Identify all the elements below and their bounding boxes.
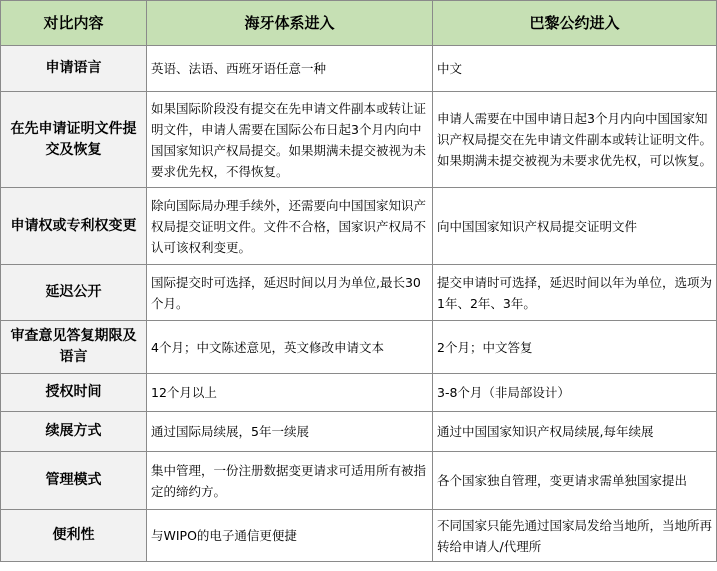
hague-cell: 与WIPO的电子通信更便捷 [147, 510, 433, 562]
table-row [1, 46, 717, 92]
row-label: 授权时间 [1, 374, 147, 412]
hague-cell: 4个月；中文陈述意见，英文修改申请文本 [147, 321, 433, 374]
paris-cell: 通过中国国家知识产权局续展,每年续展 [433, 412, 717, 452]
paris-cell: 不同国家只能先通过国家局发给当地所，当地所再转给申请人/代理所 [433, 510, 717, 562]
row-label: 续展方式 [1, 412, 147, 452]
table-row [1, 510, 717, 562]
table-row [1, 265, 717, 321]
paris-cell: 中文 [433, 46, 717, 92]
paris-cell: 申请人需要在中国申请日起3个月内向中国国家知识产权局提交在先申请文件副本或转让证明文件。如果期满未提交被视为未要求优先权，可以恢复。 [433, 92, 717, 188]
paris-cell: 3-8个月（非局部设计） [433, 374, 717, 412]
table-row [1, 188, 717, 265]
table-row [1, 412, 717, 452]
header-row [1, 1, 717, 46]
hague-cell: 集中管理，一份注册数据变更请求可适用所有被指定的缔约方。 [147, 452, 433, 510]
hague-cell: 12个月以上 [147, 374, 433, 412]
paris-cell: 提交申请时可选择，延迟时间以年为单位，选项为1年、2年、3年。 [433, 265, 717, 321]
header-hague: 海牙体系进入 [147, 1, 433, 46]
row-label: 管理模式 [1, 452, 147, 510]
table-row [1, 452, 717, 510]
header-compare-item: 对比内容 [1, 1, 147, 46]
paris-cell: 向中国国家知识产权局提交证明文件 [433, 188, 717, 265]
hague-cell: 除向国际局办理手续外，还需要向中国国家知识产权局提交证明文件。文件不合格，国家识产权局不认可该权利变更。 [147, 188, 433, 265]
table-row [1, 321, 717, 374]
row-label: 在先申请证明文件提交及恢复 [1, 92, 147, 188]
row-label: 申请权或专利权变更 [1, 188, 147, 265]
header-paris: 巴黎公约进入 [433, 1, 717, 46]
paris-cell: 2个月；中文答复 [433, 321, 717, 374]
row-label: 审查意见答复期限及语言 [1, 321, 147, 374]
table-row [1, 92, 717, 188]
table-row [1, 374, 717, 412]
paris-cell: 各个国家独自管理，变更请求需单独国家提出 [433, 452, 717, 510]
hague-cell: 通过国际局续展，5年一续展 [147, 412, 433, 452]
hague-cell: 国际提交时可选择，延迟时间以月为单位,最长30个月。 [147, 265, 433, 321]
row-label: 延迟公开 [1, 265, 147, 321]
row-label: 便利性 [1, 510, 147, 562]
hague-cell: 如果国际阶段没有提交在先申请文件副本或转让证明文件，申请人需要在国际公布日起3个月内向中国国家知识产权局提交。如果期满未提交被视为未要求优先权，不得恢复。 [147, 92, 433, 188]
row-label: 申请语言 [1, 46, 147, 92]
hague-cell: 英语、法语、西班牙语任意一种 [147, 46, 433, 92]
